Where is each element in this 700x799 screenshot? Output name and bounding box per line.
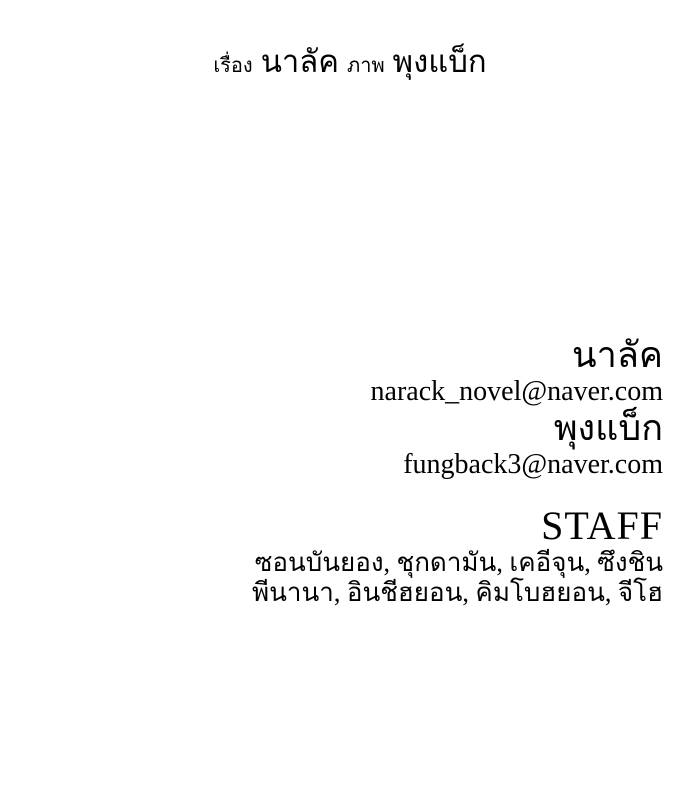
artist-name: พุงแบ็ก — [553, 408, 663, 448]
staff-names-line-2: พีนานา, อินชีฮยอน, คิมโบฮยอน, จีโฮ — [252, 578, 663, 607]
story-author-name: นาลัค — [260, 44, 340, 79]
story-role-label: เรื่อง — [213, 55, 253, 77]
art-author-name: พุงแบ็ก — [392, 44, 487, 79]
author-email: narack_novel@naver.com — [370, 376, 663, 407]
staff-heading: STAFF — [541, 503, 663, 548]
staff-names-line-1: ซอนบันยอง, ชุกดามัน, เคอีจุน, ซึงชิน — [254, 548, 663, 577]
byline — [0, 38, 700, 92]
art-role-label: ภาพ — [347, 55, 385, 77]
credits-block — [252, 334, 663, 608]
author-name: นาลัค — [572, 335, 663, 375]
artist-email: fungback3@naver.com — [403, 449, 663, 480]
